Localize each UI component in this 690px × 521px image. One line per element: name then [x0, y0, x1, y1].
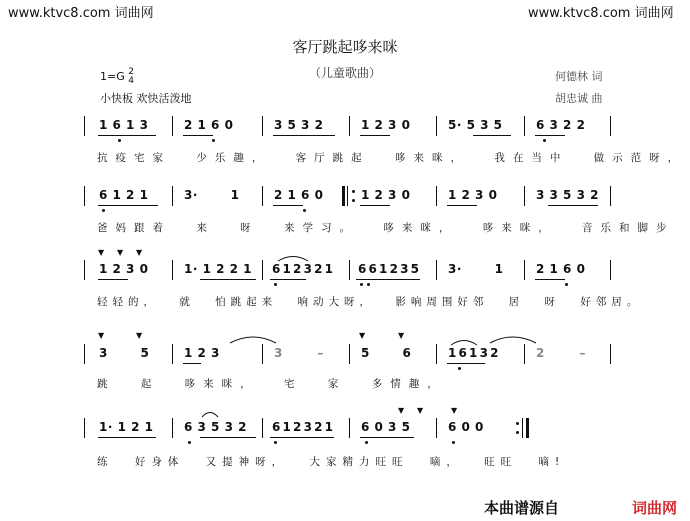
- song-subtitle: （儿童歌曲）: [308, 66, 381, 80]
- barline: [262, 260, 263, 280]
- accent-mark: ▼: [451, 406, 458, 415]
- time-top: 2: [128, 67, 134, 77]
- barline: [436, 344, 437, 364]
- low-octave-dot: [543, 139, 546, 142]
- barline: [262, 418, 263, 438]
- end-barline: [522, 418, 523, 438]
- low-octave-dot: [565, 283, 568, 286]
- low-octave-dot: [360, 283, 363, 286]
- measure: 6 1 2 3 2 1: [272, 420, 332, 434]
- beam: [360, 205, 390, 206]
- accent-mark: ▼: [136, 248, 143, 257]
- measure: 1· 1 2 1: [99, 420, 154, 434]
- low-octave-dot: [274, 283, 277, 286]
- slur: [200, 410, 220, 418]
- beam: [473, 135, 511, 136]
- barline: [172, 418, 173, 438]
- beam: [273, 135, 335, 136]
- barline: [84, 116, 85, 136]
- accent-mark: ▼: [398, 406, 405, 415]
- low-octave-dot: [212, 139, 215, 142]
- measure: 5 6: [361, 346, 412, 360]
- beam: [356, 279, 420, 280]
- key-signature: [100, 68, 134, 86]
- barline: [84, 186, 85, 206]
- time-signature: [128, 68, 134, 86]
- repeat-dot: [516, 431, 519, 434]
- barline: [172, 186, 173, 206]
- lyrics-line: 练 好身体 又提神呀， 大家精力旺旺 嘀， 旺旺 嘀!: [97, 456, 566, 468]
- lyrics-line: 轻轻的， 就 怕跳起来 响动大呀， 影响周围好邻 居 呀 好邻居。: [97, 296, 643, 308]
- measure: 1 2 3 0: [99, 262, 149, 276]
- song-title: 客厅跳起哆来咪: [292, 38, 398, 56]
- lyrics-line: 跳 起 哆来咪， 宅 家 多情趣，: [97, 378, 446, 390]
- measure: 1 2 3 0: [361, 188, 411, 202]
- accent-mark: ▼: [98, 331, 105, 340]
- repeat-dot: [352, 199, 355, 202]
- accent-mark: ▼: [417, 406, 424, 415]
- barline: [610, 116, 611, 136]
- beam: [200, 279, 256, 280]
- tempo-marking: 小快板 欢快活泼地: [100, 92, 192, 105]
- measure: 6 0 0: [448, 420, 484, 434]
- measure: 1 2 3 0: [448, 188, 498, 202]
- barline: [262, 344, 263, 364]
- barline: [84, 260, 85, 280]
- measure: 1 6 1 3 2: [448, 346, 498, 360]
- low-octave-dot: [452, 441, 455, 444]
- measure: 1 2 3 0: [361, 118, 411, 132]
- beam: [360, 437, 414, 438]
- slur: [449, 338, 479, 346]
- barline: [610, 186, 611, 206]
- measure: 2 1 6 0: [184, 118, 234, 132]
- barline: [349, 418, 350, 438]
- measure: 6 0 3 5: [361, 420, 411, 434]
- beam: [98, 437, 156, 438]
- measure: 1 6 1 3: [99, 118, 149, 132]
- measure: 5· 5 3 5: [448, 118, 503, 132]
- measure: 2 1 6 0: [274, 188, 324, 202]
- tie: [228, 334, 278, 344]
- barline: [84, 418, 85, 438]
- barline: [436, 260, 437, 280]
- low-octave-dot: [102, 209, 105, 212]
- measure: 6 1 2 1: [99, 188, 149, 202]
- measure: 3 5: [99, 346, 150, 360]
- measure: 2 1 6 0: [536, 262, 586, 276]
- barline: [172, 116, 173, 136]
- barline: [349, 344, 350, 364]
- low-octave-dot: [188, 441, 191, 444]
- accent-mark: ▼: [98, 248, 105, 257]
- accent-mark: ▼: [398, 331, 405, 340]
- watermark-right: www.ktvc8.com 词曲网: [528, 6, 674, 21]
- measure: 3 –: [274, 346, 325, 360]
- composer-credit: 胡忠诚 曲: [555, 92, 603, 105]
- repeat-barline: [342, 186, 345, 206]
- repeat-dot: [352, 190, 355, 193]
- tie: [488, 334, 538, 344]
- accent-mark: ▼: [359, 331, 366, 340]
- beam: [270, 437, 334, 438]
- low-octave-dot: [365, 441, 368, 444]
- accent-mark: ▼: [117, 248, 124, 257]
- barline: [172, 260, 173, 280]
- slur: [276, 254, 310, 262]
- measure: 1 2 3: [184, 346, 220, 360]
- barline: [172, 344, 173, 364]
- beam: [98, 135, 156, 136]
- measure: 6 6 1 2 3 5: [358, 262, 418, 276]
- repeat-barline: [347, 186, 348, 206]
- beam: [548, 205, 598, 206]
- barline: [524, 260, 525, 280]
- measure: 3 3 5 3 2: [536, 188, 599, 202]
- barline: [436, 418, 437, 438]
- beam: [535, 135, 565, 136]
- measure: 6 3 5 3 2: [184, 420, 247, 434]
- barline: [610, 260, 611, 280]
- lyrics-line: 抗疫宅家 少乐趣， 客厅跳起 哆来咪， 我在当中 做示范呀，: [97, 152, 687, 164]
- barline: [610, 344, 611, 364]
- measure: 6 3 2 2: [536, 118, 586, 132]
- watermark-left: www.ktvc8.com 词曲网: [8, 6, 154, 21]
- footer-source-label: 本曲谱源自: [484, 499, 560, 517]
- barline: [262, 186, 263, 206]
- barline: [524, 344, 525, 364]
- measure: 3· 1: [184, 188, 240, 202]
- beam: [447, 205, 477, 206]
- key-text: 1=G: [100, 70, 125, 83]
- measure: 6 1 2 3 2 1: [272, 262, 332, 276]
- low-octave-dot: [458, 367, 461, 370]
- beam: [98, 205, 158, 206]
- beam: [447, 363, 485, 364]
- low-octave-dot: [118, 139, 121, 142]
- barline: [262, 116, 263, 136]
- beam: [360, 135, 390, 136]
- beam: [98, 279, 128, 280]
- beam: [535, 279, 565, 280]
- barline: [349, 116, 350, 136]
- measure: 3· 1: [448, 262, 504, 276]
- lyricist-credit: 何德林 词: [555, 70, 603, 83]
- beam: [183, 135, 213, 136]
- barline: [436, 116, 437, 136]
- end-barline: [526, 418, 529, 438]
- accent-mark: ▼: [136, 331, 143, 340]
- low-octave-dot: [367, 283, 370, 286]
- beam: [183, 363, 201, 364]
- low-octave-dot: [303, 209, 306, 212]
- beam: [273, 205, 303, 206]
- barline: [524, 186, 525, 206]
- barline: [84, 344, 85, 364]
- low-octave-dot: [274, 441, 277, 444]
- beam: [270, 279, 306, 280]
- measure: 3 5 3 2: [274, 118, 324, 132]
- beam: [200, 437, 256, 438]
- measure: 2 –: [536, 346, 587, 360]
- barline: [524, 116, 525, 136]
- time-bottom: 4: [128, 76, 134, 86]
- barline: [436, 186, 437, 206]
- repeat-dot: [516, 422, 519, 425]
- footer-site-logo: 词曲网: [632, 499, 678, 517]
- lyrics-line: 爸妈跟着 来 呀 来学习。 哆来咪， 哆来咪， 音乐和脚步: [97, 222, 675, 234]
- barline: [349, 260, 350, 280]
- measure: 1· 1 2 2 1: [184, 262, 253, 276]
